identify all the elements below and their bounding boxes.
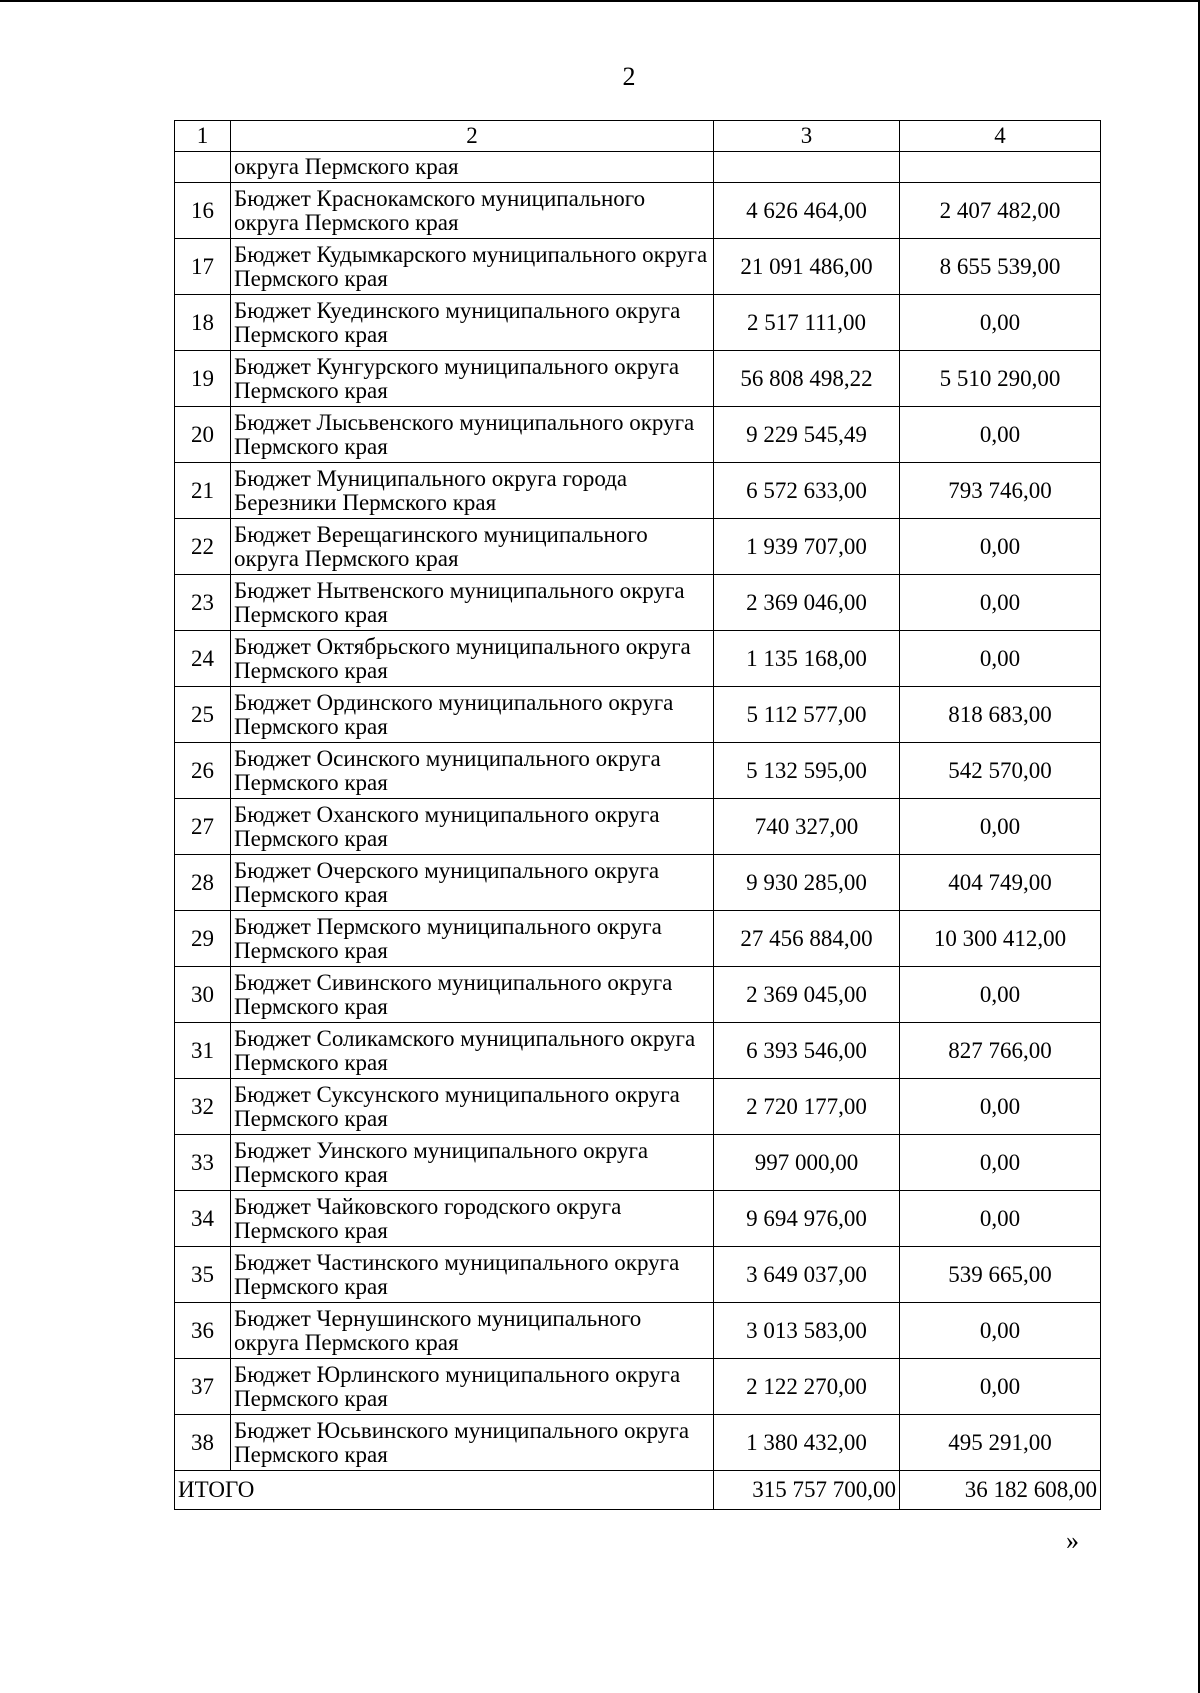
row-col4: 0,00 bbox=[900, 1079, 1101, 1135]
row-number: 27 bbox=[175, 799, 231, 855]
row-col3: 2 122 270,00 bbox=[714, 1359, 900, 1415]
row-name: Бюджет Октябрьского муниципального округа Пермского края bbox=[231, 631, 714, 687]
table-row bbox=[175, 855, 1101, 911]
row-col3: 2 517 111,00 bbox=[714, 295, 900, 351]
row-name: Бюджет Уинского муниципального округа Пермского края bbox=[231, 1135, 714, 1191]
row-number: 35 bbox=[175, 1247, 231, 1303]
empty-cell bbox=[714, 152, 900, 183]
table-row bbox=[175, 743, 1101, 799]
row-col3: 5 112 577,00 bbox=[714, 687, 900, 743]
row-col4: 539 665,00 bbox=[900, 1247, 1101, 1303]
table-row bbox=[175, 911, 1101, 967]
total-col3: 315 757 700,00 bbox=[714, 1471, 900, 1510]
row-col3: 1 135 168,00 bbox=[714, 631, 900, 687]
continuation-row bbox=[175, 152, 1101, 183]
row-number: 17 bbox=[175, 239, 231, 295]
row-name: Бюджет Лысьвенского муниципального округа Пермского края bbox=[231, 407, 714, 463]
row-name: Бюджет Краснокамского муниципального округа Пермского края bbox=[231, 183, 714, 239]
total-row bbox=[175, 1471, 1101, 1510]
row-number: 32 bbox=[175, 1079, 231, 1135]
row-col4: 0,00 bbox=[900, 1303, 1101, 1359]
row-col3: 2 720 177,00 bbox=[714, 1079, 900, 1135]
row-col4: 0,00 bbox=[900, 1359, 1101, 1415]
row-number: 24 bbox=[175, 631, 231, 687]
row-col3: 9 930 285,00 bbox=[714, 855, 900, 911]
row-name: Бюджет Кудымкарского муниципального округа Пермского края bbox=[231, 239, 714, 295]
page-number: 2 bbox=[622, 62, 636, 91]
row-col4: 495 291,00 bbox=[900, 1415, 1101, 1471]
row-number: 37 bbox=[175, 1359, 231, 1415]
table-row bbox=[175, 519, 1101, 575]
row-name: Бюджет Чернушинского муниципального округа Пермского края bbox=[231, 1303, 714, 1359]
row-number: 18 bbox=[175, 295, 231, 351]
row-col3: 2 369 045,00 bbox=[714, 967, 900, 1023]
row-col3: 1 939 707,00 bbox=[714, 519, 900, 575]
header-cell: 4 bbox=[900, 121, 1101, 152]
row-col3: 3 013 583,00 bbox=[714, 1303, 900, 1359]
row-number: 29 bbox=[175, 911, 231, 967]
table-row bbox=[175, 351, 1101, 407]
row-col3: 21 091 486,00 bbox=[714, 239, 900, 295]
table-row bbox=[175, 1359, 1101, 1415]
table-row bbox=[175, 631, 1101, 687]
table-row bbox=[175, 183, 1101, 239]
row-number: 34 bbox=[175, 1191, 231, 1247]
row-col3: 9 694 976,00 bbox=[714, 1191, 900, 1247]
row-col4: 0,00 bbox=[900, 1191, 1101, 1247]
row-col3: 6 572 633,00 bbox=[714, 463, 900, 519]
row-col4: 8 655 539,00 bbox=[900, 239, 1101, 295]
row-name: Бюджет Очерского муниципального округа Пермского края bbox=[231, 855, 714, 911]
table-row bbox=[175, 799, 1101, 855]
header-cell: 2 bbox=[231, 121, 714, 152]
row-col4: 827 766,00 bbox=[900, 1023, 1101, 1079]
budget-table bbox=[174, 120, 1101, 1510]
header-cell: 3 bbox=[714, 121, 900, 152]
row-col3: 6 393 546,00 bbox=[714, 1023, 900, 1079]
row-name: Бюджет Муниципального округа города Березники Пермского края bbox=[231, 463, 714, 519]
row-name: Бюджет Соликамского муниципального округа Пермского края bbox=[231, 1023, 714, 1079]
table-row bbox=[175, 967, 1101, 1023]
row-number: 19 bbox=[175, 351, 231, 407]
row-col3: 4 626 464,00 bbox=[714, 183, 900, 239]
table-row bbox=[175, 575, 1101, 631]
row-name: Бюджет Оханского муниципального округа Пермского края bbox=[231, 799, 714, 855]
row-col3: 740 327,00 bbox=[714, 799, 900, 855]
page-border-top bbox=[0, 0, 1200, 2]
row-col3: 27 456 884,00 bbox=[714, 911, 900, 967]
continuation-text: округа Пермского края bbox=[231, 152, 714, 183]
table-header-row bbox=[175, 121, 1101, 152]
table-row bbox=[175, 1023, 1101, 1079]
row-number: 36 bbox=[175, 1303, 231, 1359]
row-number: 22 bbox=[175, 519, 231, 575]
row-col4: 0,00 bbox=[900, 1135, 1101, 1191]
row-col4: 0,00 bbox=[900, 519, 1101, 575]
empty-cell bbox=[900, 152, 1101, 183]
table-row bbox=[175, 1079, 1101, 1135]
row-col3: 3 649 037,00 bbox=[714, 1247, 900, 1303]
row-col3: 997 000,00 bbox=[714, 1135, 900, 1191]
row-name: Бюджет Ординского муниципального округа Пермского края bbox=[231, 687, 714, 743]
row-col4: 404 749,00 bbox=[900, 855, 1101, 911]
row-col3: 9 229 545,49 bbox=[714, 407, 900, 463]
row-col3: 56 808 498,22 bbox=[714, 351, 900, 407]
row-number: 28 bbox=[175, 855, 231, 911]
row-number: 16 bbox=[175, 183, 231, 239]
row-name: Бюджет Пермского муниципального округа Пермского края bbox=[231, 911, 714, 967]
row-col4: 542 570,00 bbox=[900, 743, 1101, 799]
table-row bbox=[175, 295, 1101, 351]
row-name: Бюджет Сивинского муниципального округа Пермского края bbox=[231, 967, 714, 1023]
row-number: 26 bbox=[175, 743, 231, 799]
row-col3: 5 132 595,00 bbox=[714, 743, 900, 799]
row-name: Бюджет Юсьвинского муниципального округа Пермского края bbox=[231, 1415, 714, 1471]
total-label: ИТОГО bbox=[175, 1471, 714, 1510]
row-col4: 793 746,00 bbox=[900, 463, 1101, 519]
header-cell: 1 bbox=[175, 121, 231, 152]
row-col4: 2 407 482,00 bbox=[900, 183, 1101, 239]
row-number: 30 bbox=[175, 967, 231, 1023]
table-row bbox=[175, 1135, 1101, 1191]
row-col4: 0,00 bbox=[900, 967, 1101, 1023]
table-row bbox=[175, 239, 1101, 295]
row-number: 33 bbox=[175, 1135, 231, 1191]
row-number: 31 bbox=[175, 1023, 231, 1079]
row-col4: 5 510 290,00 bbox=[900, 351, 1101, 407]
row-name: Бюджет Чайковского городского округа Пермского края bbox=[231, 1191, 714, 1247]
row-number: 38 bbox=[175, 1415, 231, 1471]
table-row bbox=[175, 687, 1101, 743]
table-row bbox=[175, 407, 1101, 463]
table-row bbox=[175, 1303, 1101, 1359]
row-name: Бюджет Осинского муниципального округа Пермского края bbox=[231, 743, 714, 799]
row-number: 25 bbox=[175, 687, 231, 743]
row-number: 20 bbox=[175, 407, 231, 463]
row-name: Бюджет Суксунского муниципального округа Пермского края bbox=[231, 1079, 714, 1135]
table-row bbox=[175, 1247, 1101, 1303]
row-name: Бюджет Куединского муниципального округа Пермского края bbox=[231, 295, 714, 351]
row-name: Бюджет Кунгурского муниципального округа Пермского края bbox=[231, 351, 714, 407]
row-col3: 1 380 432,00 bbox=[714, 1415, 900, 1471]
closing-quote: » bbox=[1066, 1526, 1079, 1555]
row-col3: 2 369 046,00 bbox=[714, 575, 900, 631]
row-col4: 0,00 bbox=[900, 295, 1101, 351]
row-number: 21 bbox=[175, 463, 231, 519]
row-col4: 0,00 bbox=[900, 575, 1101, 631]
row-name: Бюджет Нытвенского муниципального округа Пермского края bbox=[231, 575, 714, 631]
row-name: Бюджет Юрлинского муниципального округа Пермского края bbox=[231, 1359, 714, 1415]
table-row bbox=[175, 1415, 1101, 1471]
total-col4: 36 182 608,00 bbox=[900, 1471, 1101, 1510]
row-col4: 0,00 bbox=[900, 799, 1101, 855]
table-row bbox=[175, 1191, 1101, 1247]
row-col4: 10 300 412,00 bbox=[900, 911, 1101, 967]
row-name: Бюджет Частинского муниципального округа Пермского края bbox=[231, 1247, 714, 1303]
empty-cell bbox=[175, 152, 231, 183]
row-name: Бюджет Верещагинского муниципального округа Пермского края bbox=[231, 519, 714, 575]
row-number: 23 bbox=[175, 575, 231, 631]
row-col4: 0,00 bbox=[900, 407, 1101, 463]
row-col4: 0,00 bbox=[900, 631, 1101, 687]
table-row bbox=[175, 463, 1101, 519]
row-col4: 818 683,00 bbox=[900, 687, 1101, 743]
